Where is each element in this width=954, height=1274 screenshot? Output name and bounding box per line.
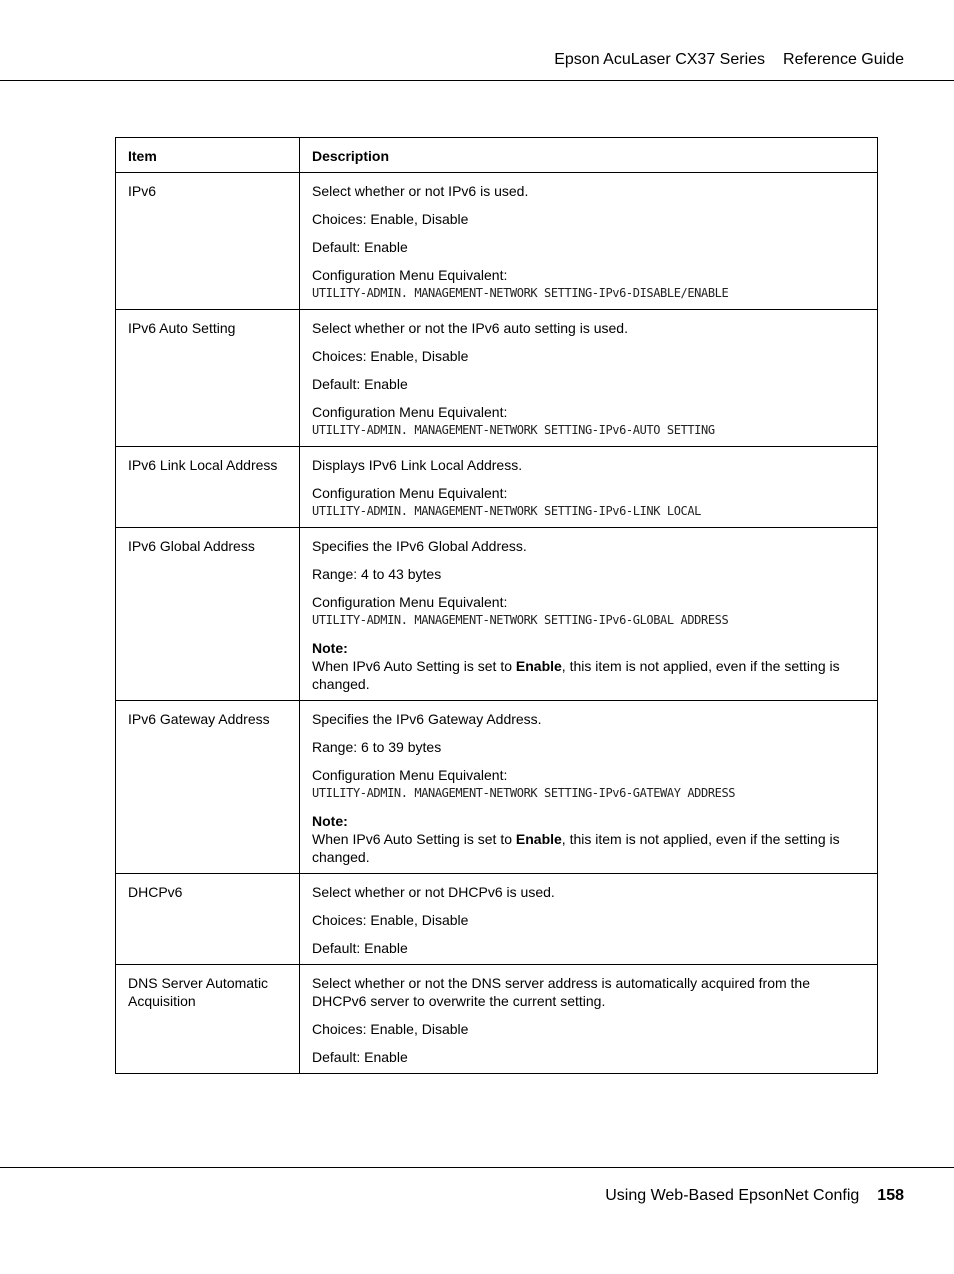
table-row xyxy=(116,701,878,874)
default-line: Default: Enable xyxy=(312,1049,408,1065)
config-menu-block xyxy=(312,766,866,802)
note-text-pre: When IPv6 Auto Setting is set to xyxy=(312,831,516,847)
item-cell: IPv6 xyxy=(116,173,300,310)
description-line: Select whether or not IPv6 is used. xyxy=(312,183,529,199)
range-line: Range: 6 to 39 bytes xyxy=(312,739,442,755)
description-cell xyxy=(300,701,878,874)
config-menu-path: UTILITY-ADMIN. MANAGEMENT-NETWORK SETTING-IPv6-LINK LOCAL xyxy=(312,504,702,518)
note-label: Note: xyxy=(312,813,348,829)
page-header xyxy=(554,51,904,69)
config-menu-path: UTILITY-ADMIN. MANAGEMENT-NETWORK SETTING-IPv6-DISABLE/ENABLE xyxy=(312,286,729,300)
description-line: Specifies the IPv6 Gateway Address. xyxy=(312,711,542,727)
description-cell xyxy=(300,874,878,965)
page-footer xyxy=(605,1187,904,1205)
default-line: Default: Enable xyxy=(312,376,408,392)
note-text-post: , this item is not applied, even if the setting is changed. xyxy=(312,658,840,692)
item-cell: DHCPv6 xyxy=(116,874,300,965)
page-number: 158 xyxy=(877,1187,904,1204)
product-name: Epson AcuLaser CX37 Series xyxy=(554,51,766,68)
note-text-bold: Enable xyxy=(515,658,562,674)
item-cell: DNS Server Automatic Acquisition xyxy=(116,965,300,1074)
item-cell: IPv6 Gateway Address xyxy=(116,701,300,874)
description-cell xyxy=(300,965,878,1074)
col-description-header: Description xyxy=(300,138,878,173)
config-menu-label: Configuration Menu Equivalent: xyxy=(312,404,508,420)
config-menu-block xyxy=(312,403,866,439)
choices-line: Choices: Enable, Disable xyxy=(312,912,469,928)
config-menu-label: Configuration Menu Equivalent: xyxy=(312,594,508,610)
default-line: Default: Enable xyxy=(312,940,408,956)
config-menu-block xyxy=(312,266,866,302)
note-text-bold: Enable xyxy=(515,831,562,847)
description-cell xyxy=(300,310,878,447)
table-row xyxy=(116,965,878,1074)
table-row xyxy=(116,310,878,447)
header-rule xyxy=(0,80,954,81)
note-block xyxy=(312,812,866,866)
table-row xyxy=(116,874,878,965)
description-cell xyxy=(300,173,878,310)
note-label: Note: xyxy=(312,640,348,656)
description-line: Select whether or not DHCPv6 is used. xyxy=(312,884,555,900)
config-menu-path: UTILITY-ADMIN. MANAGEMENT-NETWORK SETTING-IPv6-AUTO SETTING xyxy=(312,423,715,437)
config-menu-label: Configuration Menu Equivalent: xyxy=(312,767,508,783)
footer-rule xyxy=(0,1167,954,1168)
note-text-pre: When IPv6 Auto Setting is set to xyxy=(312,658,516,674)
item-cell: IPv6 Link Local Address xyxy=(116,447,300,528)
config-menu-label: Configuration Menu Equivalent: xyxy=(312,485,508,501)
description-line: Select whether or not the IPv6 auto setting is used. xyxy=(312,320,628,336)
table-row xyxy=(116,447,878,528)
choices-line: Choices: Enable, Disable xyxy=(312,1021,469,1037)
footer-section-title: Using Web-Based EpsonNet Config xyxy=(605,1187,860,1204)
default-line: Default: Enable xyxy=(312,239,408,255)
table-row xyxy=(116,528,878,701)
config-menu-block xyxy=(312,484,866,520)
col-item-header: Item xyxy=(116,138,300,173)
note-text-post: , this item is not applied, even if the setting is changed. xyxy=(312,831,840,865)
ipv6-settings-table xyxy=(115,137,878,1074)
description-line: Specifies the IPv6 Global Address. xyxy=(312,538,527,554)
config-menu-path: UTILITY-ADMIN. MANAGEMENT-NETWORK SETTING-IPv6-GATEWAY ADDRESS xyxy=(312,786,736,800)
config-menu-label: Configuration Menu Equivalent: xyxy=(312,267,508,283)
config-menu-block xyxy=(312,593,866,629)
item-cell: IPv6 Global Address xyxy=(116,528,300,701)
description-line: Displays IPv6 Link Local Address. xyxy=(312,457,523,473)
config-menu-path: UTILITY-ADMIN. MANAGEMENT-NETWORK SETTING-IPv6-GLOBAL ADDRESS xyxy=(312,613,729,627)
table-row xyxy=(116,173,878,310)
description-cell xyxy=(300,447,878,528)
range-line: Range: 4 to 43 bytes xyxy=(312,566,442,582)
choices-line: Choices: Enable, Disable xyxy=(312,211,469,227)
guide-name: Reference Guide xyxy=(783,51,904,68)
note-block xyxy=(312,639,866,693)
table-header-row xyxy=(116,138,878,173)
description-line: Select whether or not the DNS server address is automatically acquired from the DHCPv6 server to overwrite the current setting. xyxy=(312,975,811,1009)
choices-line: Choices: Enable, Disable xyxy=(312,348,469,364)
item-cell: IPv6 Auto Setting xyxy=(116,310,300,447)
description-cell xyxy=(300,528,878,701)
